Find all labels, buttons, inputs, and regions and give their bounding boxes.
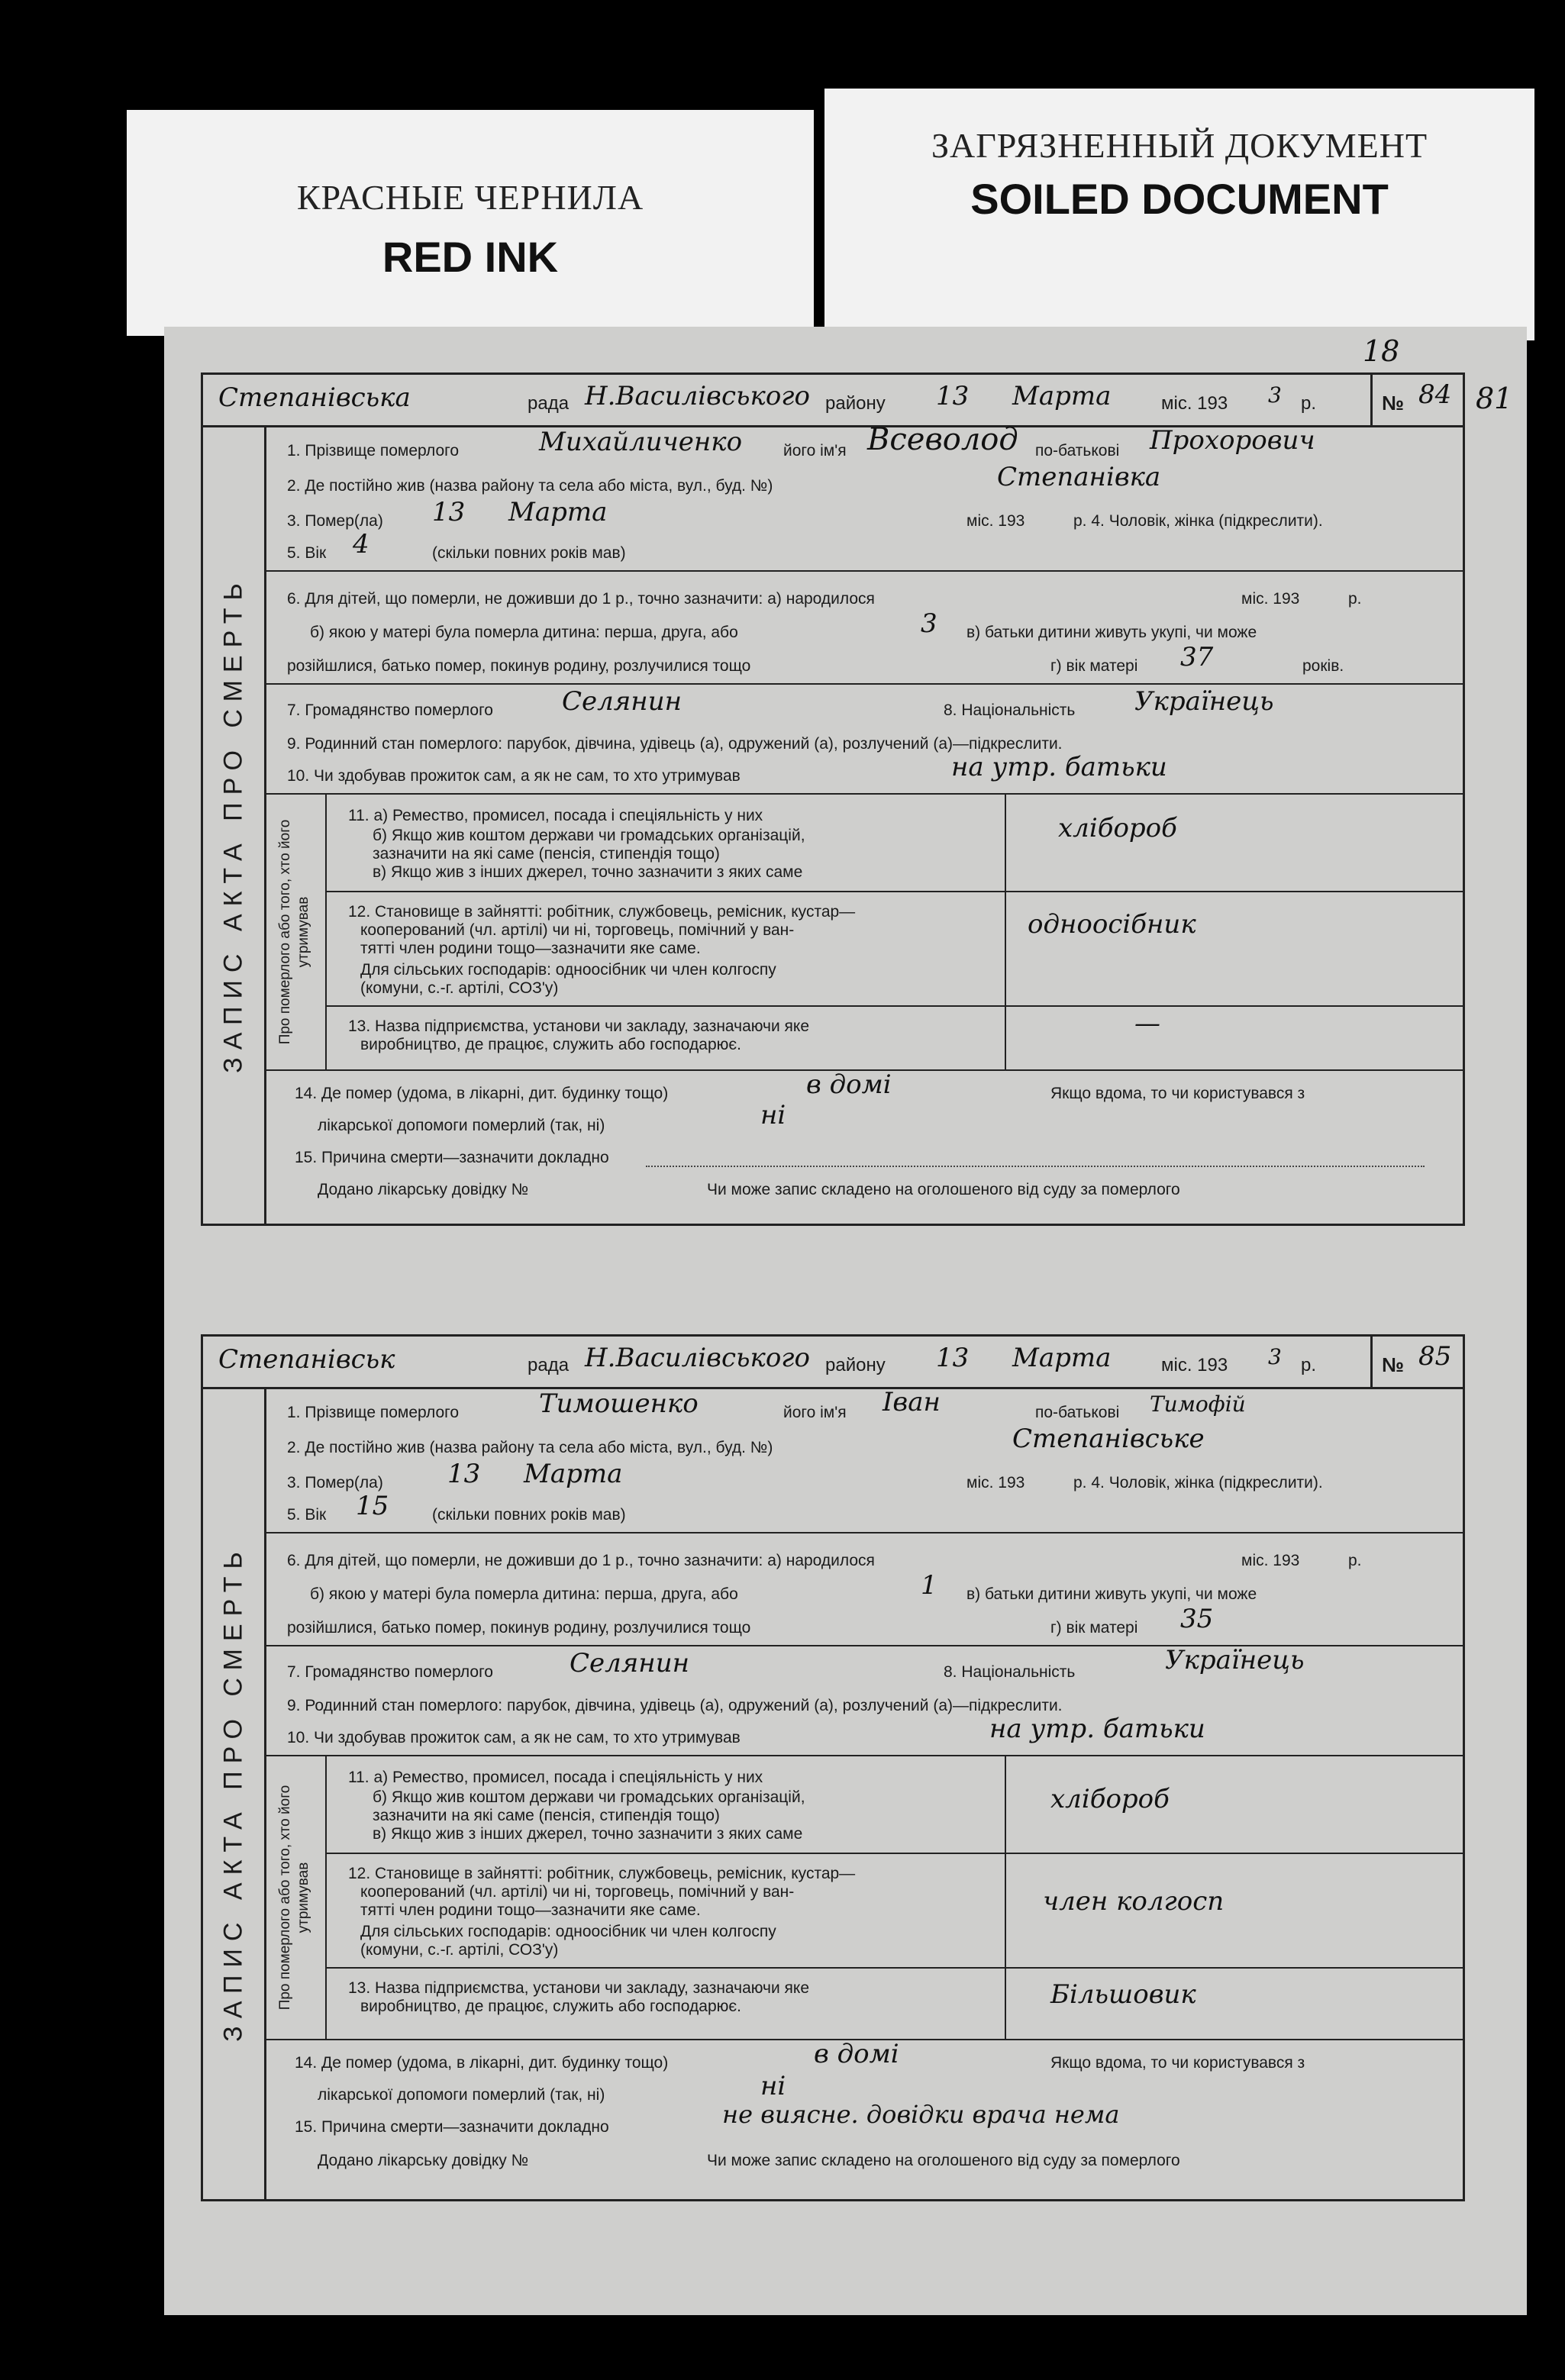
field-6-label: 6. Для дітей, що померли, не доживши до 1 р., точно зазначити: а) народилося bbox=[287, 1552, 875, 1569]
divider bbox=[264, 1532, 1463, 1533]
r-label: р. bbox=[1301, 393, 1317, 414]
rada-label: рада bbox=[528, 393, 570, 414]
soiled-ru: ЗАГРЯЗНЕННЫЙ ДОКУМЕНТ bbox=[931, 126, 1428, 165]
side-title: ЗАПИС АКТА ПРО СМЕРТЬ bbox=[218, 1544, 248, 2042]
field-15-label: 15. Причина смерти—зазначити докладно bbox=[295, 1149, 609, 1166]
red-ink-ru: КРАСНЫЕ ЧЕРНИЛА bbox=[296, 178, 644, 217]
surname: Тимошенко bbox=[539, 1388, 699, 1419]
field-12e-label: (комуни, с.-г. артілі, СОЗ'у) bbox=[360, 1941, 559, 1959]
field-11a-label: 11. а) Ремество, промисел, посада і спеціяльність у них bbox=[348, 807, 763, 824]
child-order-label: б) якою у матері була померла дитина: перша, друга, або bbox=[310, 624, 738, 641]
soiled-en: SOILED DOCUMENT bbox=[970, 175, 1389, 223]
occupation: хлібороб bbox=[1058, 813, 1177, 843]
died-month-label: міс. 193 bbox=[966, 512, 1025, 530]
field-12c-label: тятті член родини тощо—зазначити яке саме. bbox=[360, 940, 701, 957]
field-3-label: 3. Помер(ла) bbox=[287, 512, 383, 530]
field-13b-label: виробництво, де працює, служить або господарює. bbox=[360, 1998, 741, 2015]
medical-help-label: Якщо вдома, то чи користувався з bbox=[1050, 1085, 1305, 1102]
record-number: 85 bbox=[1418, 1341, 1452, 1372]
parents-label: в) батьки дитини живуть укупі, чи може bbox=[966, 624, 1257, 641]
record-number: 84 bbox=[1418, 379, 1452, 410]
rayonu-label: району bbox=[825, 393, 886, 414]
red-ink-en: RED INK bbox=[382, 233, 559, 281]
field-12a-label: 12. Становище в зайнятті: робітник, службовець, ремісник, кустар— bbox=[348, 903, 856, 921]
field-6-label: 6. Для дітей, що померли, не доживши до 1 р., точно зазначити: а) народилося bbox=[287, 590, 875, 608]
field-11d-label: в) Якщо жив з інших джерел, точно зазначити з яких саме bbox=[373, 863, 803, 881]
court-label: Чи може запис складено на оголошеного від суду за померлого bbox=[707, 1181, 1180, 1198]
died-month-label: міс. 193 bbox=[966, 1474, 1025, 1492]
soiled-document-label bbox=[824, 89, 1534, 340]
field-12d-label: Для сільських господарів: одноосібник чи член колгоспу bbox=[360, 1923, 776, 1940]
field-12d-label: Для сільських господарів: одноосібник чи член колгоспу bbox=[360, 961, 776, 979]
death-record-2 bbox=[201, 1334, 1465, 2201]
born-year-label: р. bbox=[1348, 1552, 1362, 1569]
divider bbox=[264, 570, 1463, 572]
sex-label: р. 4. Чоловік, жінка (підкреслити). bbox=[1073, 1474, 1323, 1492]
field-15-label: 15. Причина смерти—зазначити докладно bbox=[295, 2118, 609, 2136]
record-day: 13 bbox=[936, 381, 970, 411]
surname: Михайличенко bbox=[539, 427, 743, 457]
field-7-label: 7. Громадянство померлого bbox=[287, 1663, 493, 1681]
record-header bbox=[203, 1337, 1463, 1389]
field-12e-label: (комуни, с.-г. артілі, СОЗ'у) bbox=[360, 979, 559, 997]
sub-side-title: Про померлого або того, хто його утримував bbox=[277, 1785, 311, 2011]
field-1-label: 1. Прізвище померлого bbox=[287, 1404, 460, 1421]
field-11d-label: в) Якщо жив з інших джерел, точно зазначити з яких саме bbox=[373, 1825, 803, 1843]
side-title: ЗАПИС АКТА ПРО СМЕРТЬ bbox=[218, 576, 248, 1073]
corner-page: 81 bbox=[1476, 382, 1513, 415]
years-label: років. bbox=[1302, 657, 1344, 675]
born-month-label: міс. 193 bbox=[1241, 1552, 1300, 1569]
number-label: № bbox=[1382, 392, 1404, 414]
district-name: Н.Василівського bbox=[585, 1343, 810, 1373]
supported-by: на утр. батьки bbox=[989, 1714, 1205, 1744]
employment-status: член колгосп bbox=[1043, 1886, 1225, 1917]
mother-age-label: г) вік матері bbox=[1050, 1619, 1138, 1637]
died-month: Марта bbox=[524, 1459, 623, 1489]
rayonu-label: району bbox=[825, 1355, 886, 1375]
first-name: Іван bbox=[883, 1387, 941, 1417]
field-2-label: 2. Де постійно жив (назва району та села або міста, вул., буд. №) bbox=[287, 1439, 773, 1456]
born-year-label: р. bbox=[1348, 590, 1362, 608]
divider bbox=[264, 1755, 1463, 1756]
divider bbox=[264, 683, 1463, 685]
field-13b-label: виробництво, де працює, служить або господарює. bbox=[360, 1036, 741, 1053]
field-5-label: 5. Вік bbox=[287, 544, 327, 562]
medical-help-label-2: лікарської допомоги померлий (так, ні) bbox=[318, 2086, 605, 2104]
divider bbox=[325, 1005, 1463, 1007]
council-name: Степанівськ bbox=[218, 1344, 395, 1375]
document-page bbox=[164, 327, 1527, 2315]
age: 15 bbox=[356, 1491, 389, 1521]
occupation: хлібороб bbox=[1050, 1784, 1170, 1814]
medical-help: ні bbox=[760, 2071, 786, 2101]
field-1-label: 1. Прізвище померлого bbox=[287, 442, 460, 460]
field-11c-label: зазначити на які саме (пенсія, стипендія тощо) bbox=[373, 1807, 720, 1824]
field-12a-label: 12. Становище в зайнятті: робітник, службовець, ремісник, кустар— bbox=[348, 1865, 856, 1882]
died-day: 13 bbox=[447, 1459, 481, 1489]
child-order: 3 bbox=[921, 608, 937, 639]
child-order-label: б) якою у матері була померла дитина: перша, друга, або bbox=[310, 1585, 738, 1603]
sub-side-cell bbox=[264, 1756, 327, 2039]
red-ink-label bbox=[127, 110, 814, 336]
record-day: 13 bbox=[936, 1343, 970, 1373]
month-label: міс. 193 bbox=[1161, 393, 1228, 414]
enterprise: Більшовик bbox=[1050, 1979, 1196, 2010]
r-label: р. bbox=[1301, 1355, 1317, 1375]
field-11c-label: зазначити на які саме (пенсія, стипендія тощо) bbox=[373, 845, 720, 863]
medical-help-label-2: лікарської допомоги померлий (так, ні) bbox=[318, 1117, 605, 1134]
record-month: Марта bbox=[1012, 381, 1112, 411]
field-3-label: 3. Помер(ла) bbox=[287, 1474, 383, 1492]
record-month: Марта bbox=[1012, 1343, 1112, 1373]
residence: Степанівка bbox=[997, 462, 1161, 492]
mother-age: 35 bbox=[1180, 1604, 1214, 1634]
medical-help-label: Якщо вдома, то чи користувався з bbox=[1050, 2054, 1305, 2072]
patronymic: Прохорович bbox=[1150, 425, 1315, 456]
field-10-label: 10. Чи здобував прожиток сам, а як не сам, то хто утримував bbox=[287, 1729, 741, 1746]
certificate-label: Додано лікарську довідку № bbox=[318, 1181, 529, 1198]
nationality: Українець bbox=[1165, 1645, 1305, 1675]
enterprise: — bbox=[1134, 1008, 1160, 1039]
year-digit: 3 bbox=[1268, 382, 1282, 408]
name-label: його ім'я bbox=[783, 1404, 847, 1421]
medical-help: ні bbox=[760, 1100, 786, 1130]
field-5-label: 5. Вік bbox=[287, 1506, 327, 1524]
month-label: міс. 193 bbox=[1161, 1355, 1228, 1375]
field-11a-label: 11. а) Ремество, промисел, посада і спеціяльність у них bbox=[348, 1769, 763, 1786]
citizenship: Селянин bbox=[562, 686, 682, 717]
place-of-death: в домі bbox=[814, 2039, 899, 2069]
record-header bbox=[203, 375, 1463, 427]
field-10-label: 10. Чи здобував прожиток сам, а як не сам, то хто утримував bbox=[287, 767, 741, 785]
patronymic: Тимофій bbox=[1150, 1392, 1246, 1417]
record-number-box bbox=[1370, 375, 1464, 425]
cause-line bbox=[646, 1166, 1425, 1167]
residence: Степанівське bbox=[1012, 1424, 1205, 1454]
field-11b-label: б) Якщо жив коштом держави чи громадських організацій, bbox=[373, 827, 805, 844]
died-day: 13 bbox=[432, 497, 466, 527]
first-name: Всеволод bbox=[867, 422, 1018, 457]
field-13a-label: 13. Назва підприємства, установи чи закладу, зазначаючи яке bbox=[348, 1979, 810, 1997]
place-of-death: в домі bbox=[806, 1069, 892, 1100]
record-number-box bbox=[1370, 1337, 1464, 1387]
parents-label-2: розійшлися, батько помер, покинув родину, розлучилися тощо bbox=[287, 1619, 751, 1637]
council-name: Степанівська bbox=[218, 382, 411, 413]
sub-side-title: Про померлого або того, хто його утримував bbox=[277, 819, 311, 1045]
field-14-label: 14. Де помер (удома, в лікарні, дит. будинку тощо) bbox=[295, 1085, 669, 1102]
employment-status: одноосібник bbox=[1028, 909, 1196, 940]
divider bbox=[325, 891, 1463, 892]
age-hint: (скільки повних років мав) bbox=[432, 1506, 626, 1524]
death-record-1 bbox=[201, 372, 1465, 1226]
field-14-label: 14. Де помер (удома, в лікарні, дит. будинку тощо) bbox=[295, 2054, 669, 2072]
divider bbox=[325, 1967, 1463, 1969]
divider bbox=[1005, 795, 1006, 1069]
divider bbox=[325, 1853, 1463, 1854]
sub-side-cell bbox=[264, 795, 327, 1069]
cause-of-death: не виясне. довідки врача нема bbox=[722, 2100, 1120, 2129]
supported-by: на утр. батьки bbox=[951, 752, 1167, 782]
citizenship: Селянин bbox=[570, 1648, 689, 1679]
court-label: Чи може запис складено на оголошеного від суду за померлого bbox=[707, 2152, 1180, 2169]
field-9-label: 9. Родинний стан померлого: парубок, дівчина, удівець (а), одружений (а), розлучений (а)—підкреслити. bbox=[287, 1697, 1063, 1714]
age: 4 bbox=[353, 529, 369, 560]
field-11b-label: б) Якщо жив коштом держави чи громадських організацій, bbox=[373, 1788, 805, 1806]
side-title-cell bbox=[203, 425, 266, 1224]
child-order: 1 bbox=[921, 1570, 937, 1601]
born-month-label: міс. 193 bbox=[1241, 590, 1300, 608]
field-8-label: 8. Національність bbox=[944, 1663, 1076, 1681]
nationality: Українець bbox=[1134, 686, 1274, 717]
corner-number: 18 bbox=[1363, 334, 1400, 368]
mother-age-label: г) вік матері bbox=[1050, 657, 1138, 675]
year-digit: 3 bbox=[1268, 1344, 1282, 1369]
name-label: його ім'я bbox=[783, 442, 847, 460]
field-12b-label: кооперований (чл. артілі) чи ні, торговець, помічний у ван- bbox=[360, 921, 795, 939]
patronymic-label: по-батькові bbox=[1035, 442, 1120, 460]
field-12c-label: тятті член родини тощо—зазначити яке саме. bbox=[360, 1901, 701, 1919]
parents-label-2: розійшлися, батько помер, покинув родину, розлучилися тощо bbox=[287, 657, 751, 675]
divider bbox=[264, 793, 1463, 795]
patronymic-label: по-батькові bbox=[1035, 1404, 1120, 1421]
field-7-label: 7. Громадянство померлого bbox=[287, 701, 493, 719]
certificate-label: Додано лікарську довідку № bbox=[318, 2152, 529, 2169]
divider bbox=[1005, 1756, 1006, 2039]
number-label: № bbox=[1382, 1353, 1404, 1376]
died-month: Марта bbox=[508, 497, 608, 527]
district-name: Н.Василівського bbox=[585, 381, 810, 411]
mother-age: 37 bbox=[1180, 642, 1214, 672]
sex-label: р. 4. Чоловік, жінка (підкреслити). bbox=[1073, 512, 1323, 530]
field-12b-label: кооперований (чл. артілі) чи ні, торговець, помічний у ван- bbox=[360, 1883, 795, 1901]
field-8-label: 8. Національність bbox=[944, 701, 1076, 719]
age-hint: (скільки повних років мав) bbox=[432, 544, 626, 562]
rada-label: рада bbox=[528, 1355, 570, 1375]
field-2-label: 2. Де постійно жив (назва району та села або міста, вул., буд. №) bbox=[287, 477, 773, 495]
side-title-cell bbox=[203, 1387, 266, 2199]
field-9-label: 9. Родинний стан померлого: парубок, дівчина, удівець (а), одружений (а), розлучений (а)—підкреслити. bbox=[287, 735, 1063, 753]
field-13a-label: 13. Назва підприємства, установи чи закладу, зазначаючи яке bbox=[348, 1017, 810, 1035]
parents-label: в) батьки дитини живуть укупі, чи може bbox=[966, 1585, 1257, 1603]
